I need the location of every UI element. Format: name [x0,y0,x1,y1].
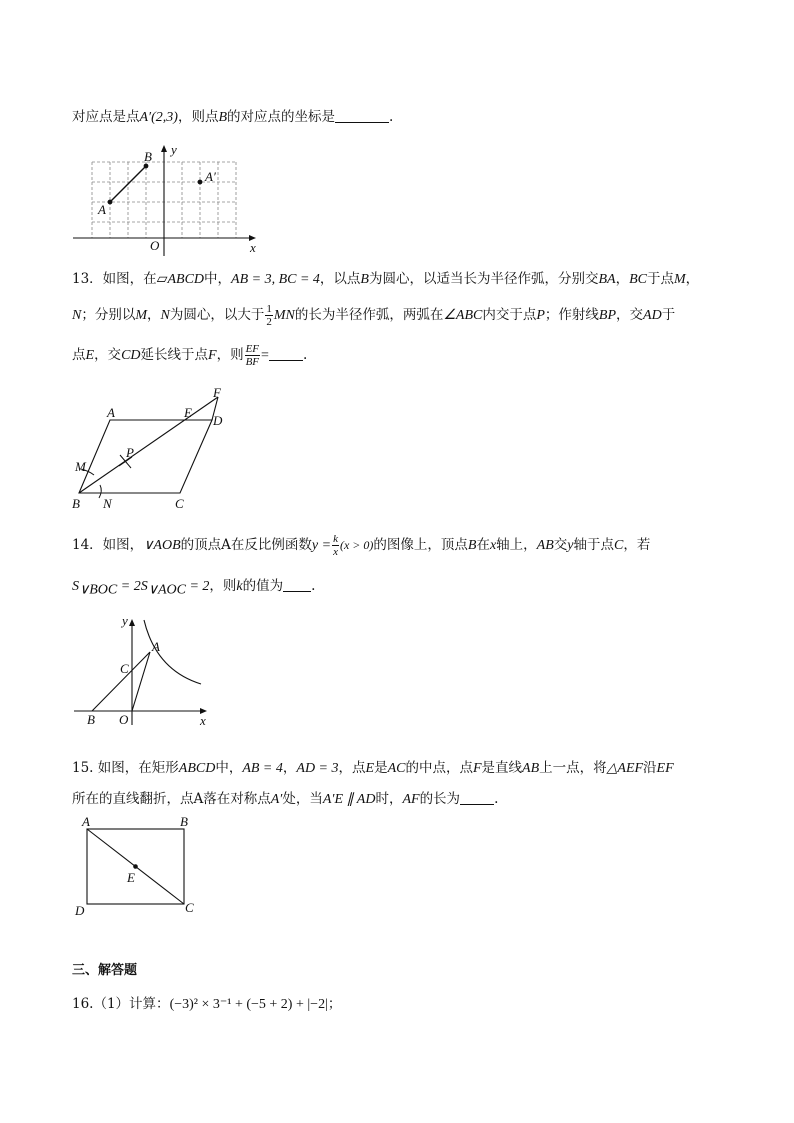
fraction-ef-bf: $\frac{EF}{BF}$ [245,343,260,368]
label-b: B [87,712,95,727]
q13-line3: 点E，交CD延长线于点F，则 $\frac{EF}{BF}$ = . [72,343,308,368]
coord-a-prime: A′(2,3) [139,110,178,125]
q15-line1: 15. 如图，在矩形ABCD中，AB = 4，AD = 3，点E是AC的中点，点F是直线AB上一点，将△AEF沿EF [72,760,674,776]
point-a-prime [198,180,203,185]
label-f: F [213,385,221,400]
label-p: P [126,445,134,460]
arc-n [99,485,101,498]
answer-blank [269,348,303,361]
label-m: M [75,459,86,474]
answer-blank [460,792,494,805]
label-y: y [122,613,128,628]
q13-line1: 13．如图，在▱ABCD中，AB = 3, BC = 4，以点B为圆心，以适当长为半径作弧，分别交BA，BC于点M， [72,271,700,287]
label-n: N [103,496,112,511]
label-e: E [127,870,135,885]
label-c: C [185,900,194,915]
q16-line: 16.（1）计算：(−3)² × 3⁻¹ + (−5 + 2) + |−2|； [72,996,342,1012]
label-y: y [171,142,177,157]
label-o: O [150,238,160,253]
label-x: x [250,240,256,255]
label-b: B [72,496,80,511]
figure-15-rectangle [70,812,210,920]
label-a: A [152,639,160,654]
answer-blank [335,110,389,123]
label-x: x [200,713,206,728]
answer-blank [283,579,311,592]
expression: (−3)² × 3⁻¹ + (−5 + 2) + |−2| [169,997,328,1012]
label-b: B [180,814,188,829]
label-d: D [213,413,223,428]
figure-13-parallelogram [70,385,240,515]
figure-12-grid [70,140,270,258]
label-c: C [175,496,184,511]
label-o: O [119,712,129,727]
label-a: A [107,405,115,420]
segment-ab [110,166,146,202]
fraction-k-x: $\frac{k}{x}$ [333,533,338,558]
label-d: D [75,903,85,918]
q14-line2: $S_{\vee BOC} = 2S_{\vee AOC} = 2$，则k的值为 . [72,578,316,598]
q15-line2: 所在的直线翻折，点A落在对称点A′处，当A′E ∥ AD时，AF的长为 . [72,791,499,807]
point-e [133,864,138,869]
label-e: E [184,405,192,420]
parallelogram-abcd [79,420,212,493]
label-b: B [144,149,152,164]
fraction-half: $\frac{1}{2}$ [266,303,272,328]
label-c: C [120,661,129,676]
label-a: A [82,814,90,829]
q12-line: 对应点是点A′(2,3)，则点B的对应点的坐标是 . [72,109,394,125]
q14-line1: 14．如图，∨AOB的顶点A在反比例函数y = $\frac{k}{x}$ (x > 0)的图像上，顶点B在x轴上，AB交y轴于点C，若 [72,533,651,558]
label-a: A [98,202,106,217]
figure-14-hyperbola [70,612,220,727]
label-a-prime: A′ [205,169,216,184]
q13-line2: N；分别以M，N为圆心，以大于 $\frac{1}{2}$ MN的长为半径作弧，两弧在∠ABC内交于点P；作射线BP，交AD于 [72,303,676,328]
point-a [108,200,113,205]
point-b [144,164,149,169]
section-heading: 三、解答题 [72,963,138,978]
